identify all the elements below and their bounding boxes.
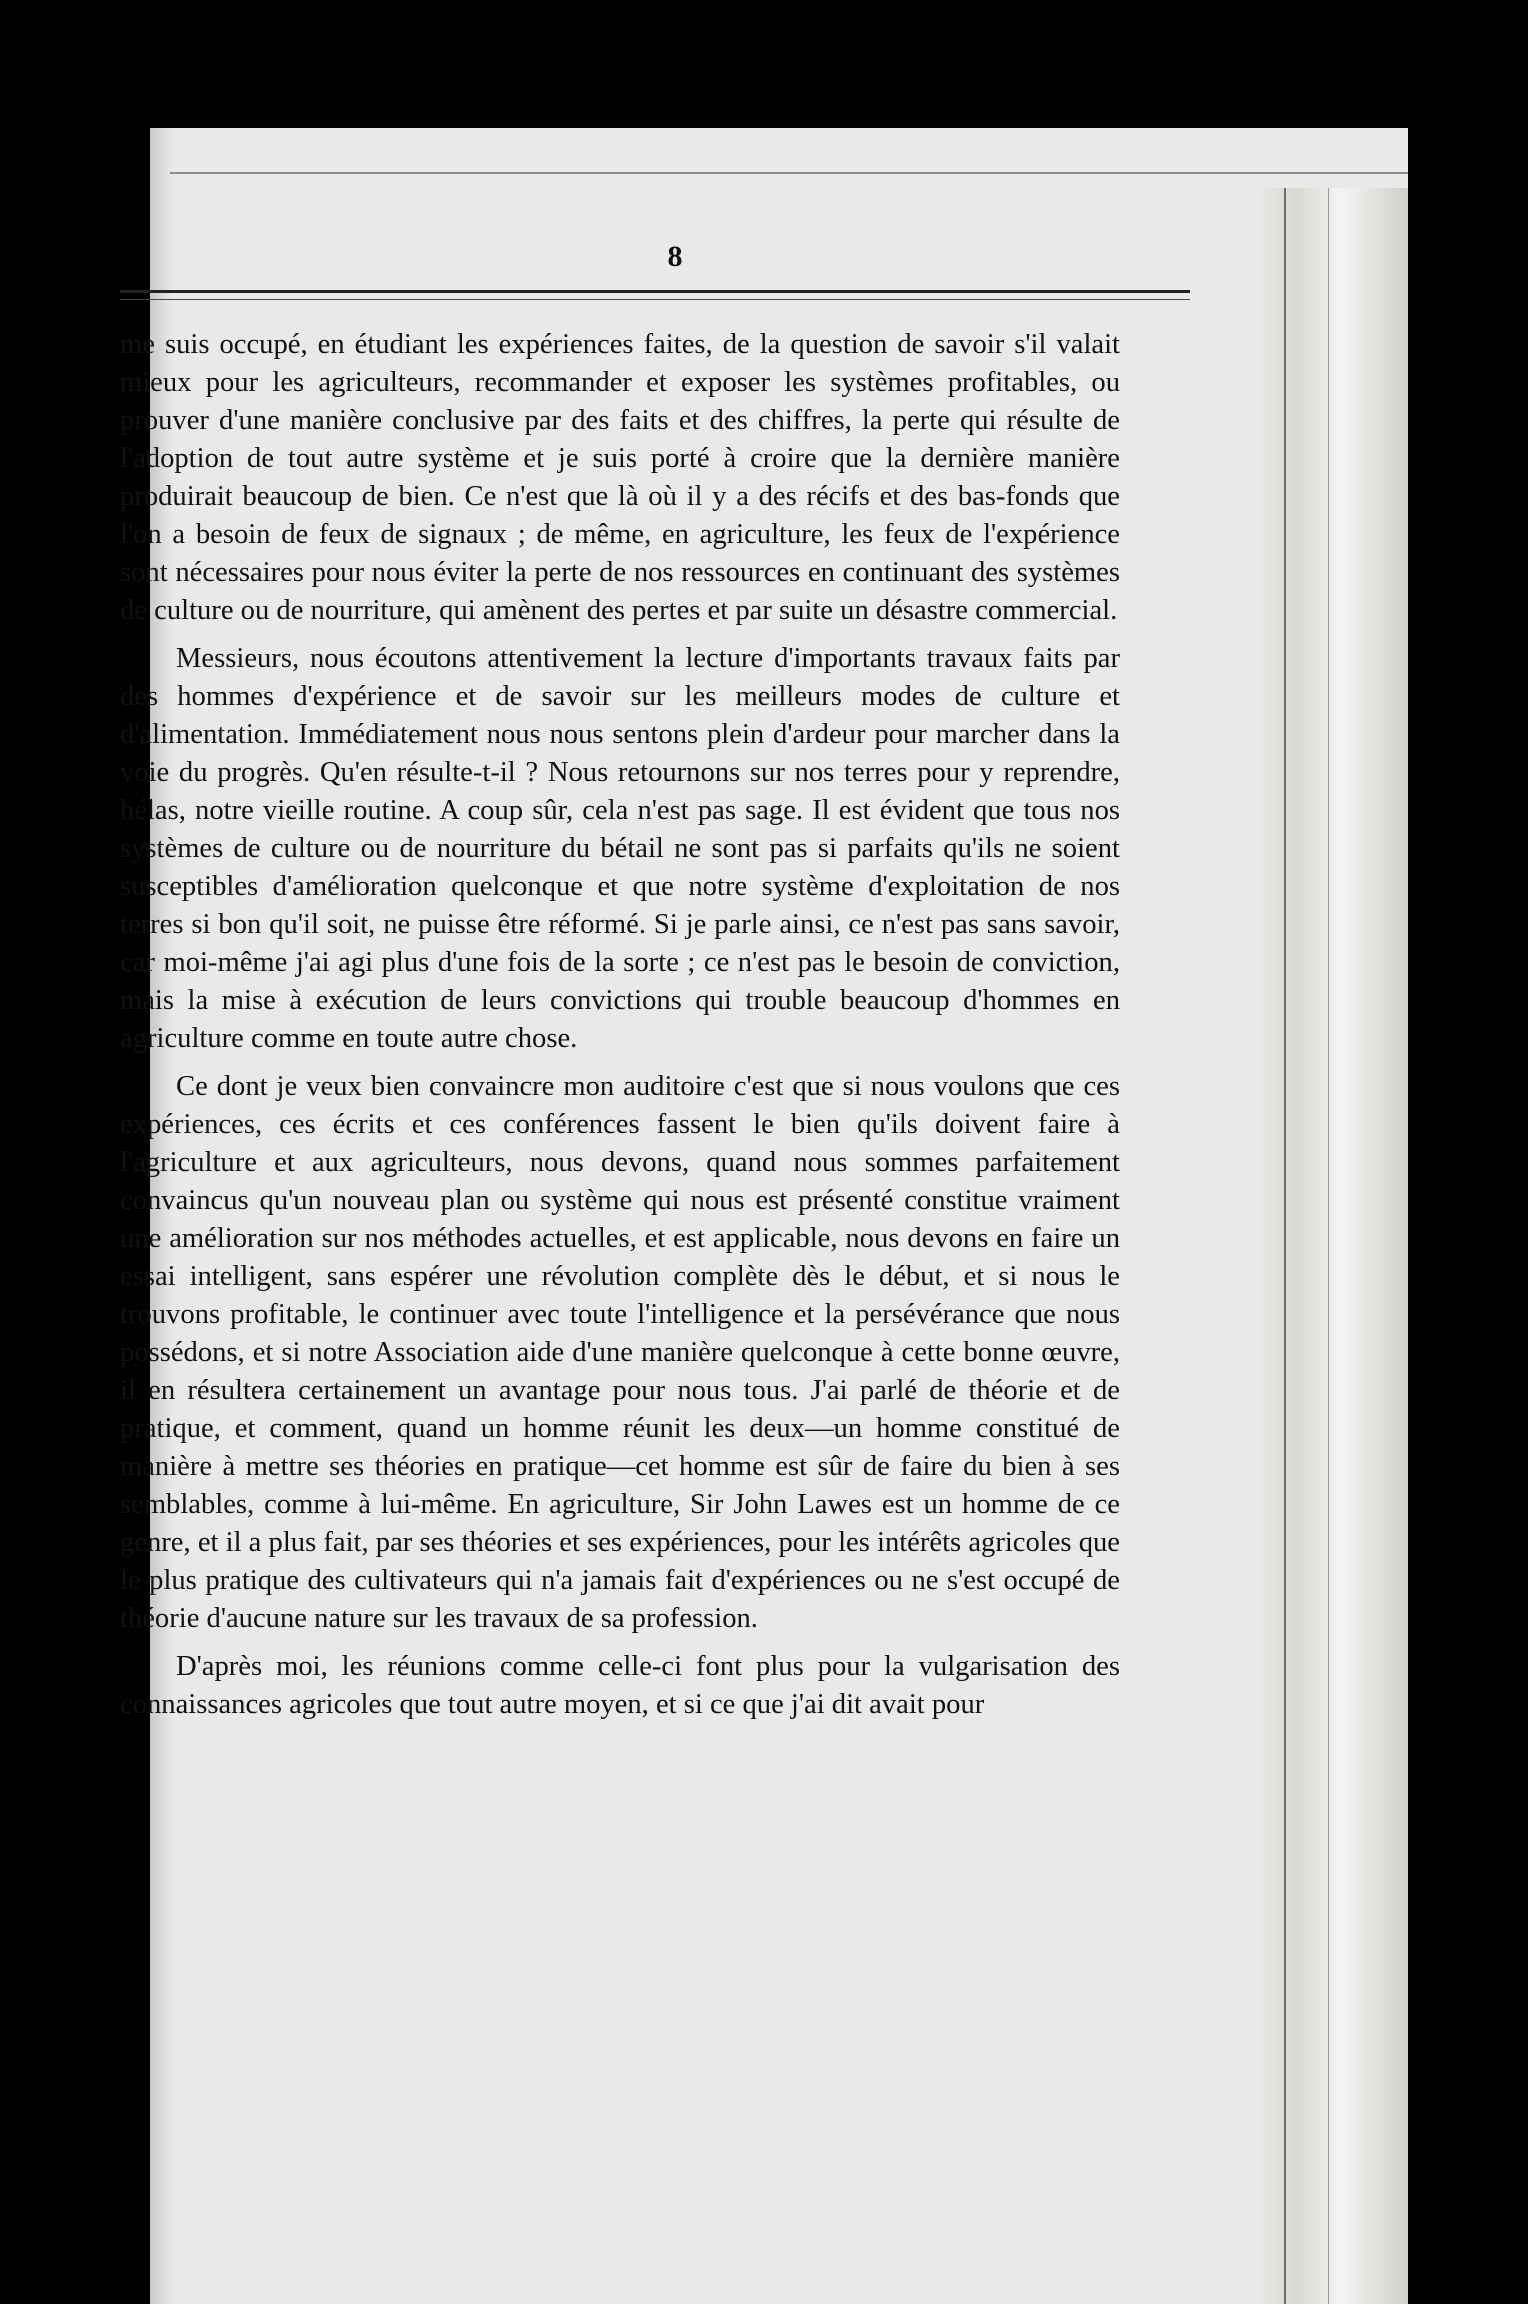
paragraph-4: D'après moi, les réunions comme celle-ci font plus pour la vulgarisation des connaissances agricoles que tout autre moyen, et si ce que j'ai dit avait pour [120,1651,1120,1720]
header-rule [120,290,1190,293]
paragraph-2: Messieurs, nous écoutons attentivement la lecture d'importants travaux faits par des hommes d'expérience et de savoir sur les meilleurs modes de culture et d'alimentation. Immédiatement nous nous sentons plein d'ardeur pour marcher dans la voie du progrès. Qu'en résulte-t-il ? Nous retournons sur nos terres pour y reprendre, hélas, notre vieille routine. A coup sûr, cela n'est pas sage. Il est évident que tous nos systèmes de culture ou de nourriture du bétail ne sont pas si parfaits qu'ils ne soient susceptibles d'amélioration quelconque et que notre système d'exploitation de nos terres si bon qu'il soit, ne puisse être réformé. Si je parle ainsi, ce n'est pas sans savoir, car moi-même j'ai agi plus d'une fois de la sorte ; ce n'est pas le besoin de conviction, mais la mise à exécution de leurs convictions qui trouble beaucoup d'hommes en agriculture comme en toute autre chose. [120,643,1120,1054]
page-content [120,240,1120,1734]
paragraph-3: Ce dont je veux bien convaincre mon auditoire c'est que si nous voulons que ces expériences, ces écrits et ces conférences fassent le bien qu'ils doivent faire à l'agriculture et aux agriculteurs, nous devons, quand nous sommes parfaitement convaincus qu'un nouveau plan ou système qui nous est présenté constitue vraiment une amélioration sur nos méthodes actuelles, et est applicable, nous devons en faire un essai intelligent, sans espérer une révolution complète dès le début, et si nous le trouvons profitable, le continuer avec toute l'intelligence et la persévérance que nous possédons, et si notre Association aide d'une manière quelconque à cette bonne œuvre, il en résultera certainement un avantage pour nous tous. J'ai parlé de théorie et de pratique, et comment, quand un homme réunit les deux—un homme constitué de manière à mettre ses théories en pratique—cet homme est sûr de faire du bien à ses semblables, comme à lui-même. En agriculture, Sir John Lawes est un homme de ce genre, et il a plus fait, par ses théories et ses expériences, pour les intérêts agricoles que le plus pratique des cultivateurs qui n'a jamais fait d'expériences ou ne s'est occupé de théorie d'aucune nature sur les travaux de sa profession. [120,1071,1120,1634]
page-number: 8 [667,240,683,273]
header-rule-thin [120,299,1190,300]
page-top-border [170,172,1408,174]
paragraph-1: me suis occupé, en étudiant les expériences faites, de la question de savoir s'il valait mieux pour les agriculteurs, recommander et exposer les systèmes profitables, ou prouver d'une manière conclusive par des faits et des chiffres, la perte qui résulte de l'adoption de tout autre système et je suis porté à croire que la dernière manière produirait beaucoup de bien. Ce n'est que là où il y a des récifs et des bas-fonds que l'on a besoin de feux de signaux ; de même, en agriculture, les feux de l'expérience sont nécessaires pour nous éviter la perte de nos ressources en continuant des systèmes de culture ou de nourriture, qui amènent des pertes et par suite un désastre commercial. [120,329,1120,626]
damaged-page-edge [1258,188,1408,2304]
